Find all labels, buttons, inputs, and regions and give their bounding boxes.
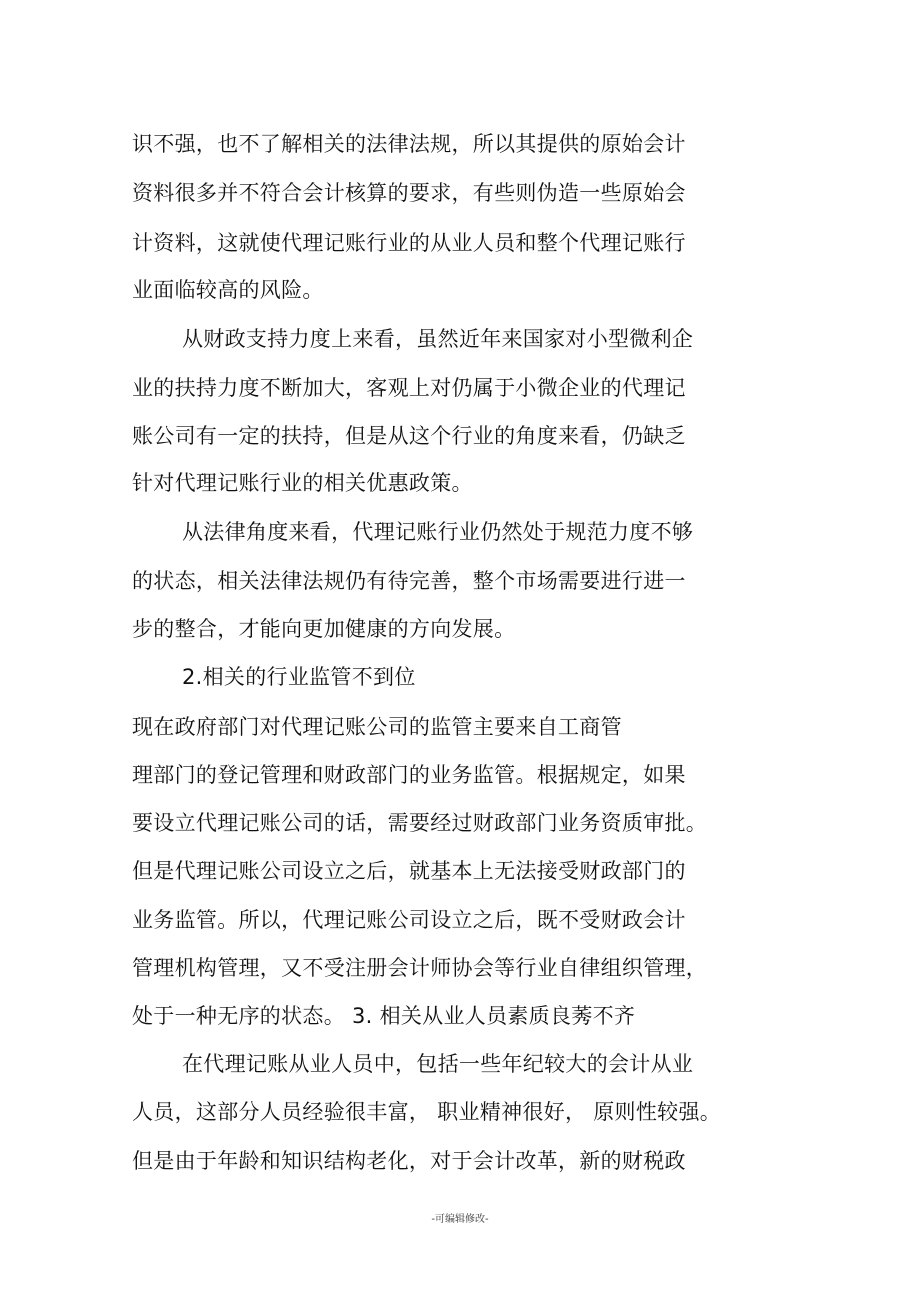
text-line: 步的整合，才能向更加健康的方向发展。 (132, 617, 516, 641)
text-line: 账公司有一定的扶持，但是从这个行业的角度来看，仍缺乏 (132, 424, 686, 448)
text-line: 理部门的登记管理和财政部门的业务监管。根据规定，如果 (132, 763, 686, 787)
text-line: 从法律角度来看，代理记账行业仍然处于规范力度不够 (182, 520, 694, 544)
section-heading: 2.相关的行业监管不到位 (182, 665, 416, 689)
text-line: 针对代理记账行业的相关优惠政策。 (132, 471, 473, 495)
text-line: 管理机构管理，又不受注册会计师协会等行业自律组织管理， (132, 956, 708, 980)
text-line: 但是代理记账公司设立之后，就基本上无法接受财政部门的 (132, 859, 686, 883)
text-line: 从财政支持力度上来看，虽然近年来国家对小型微利企 (182, 327, 694, 351)
text-line: 但是由于年龄和知识结构老化，对于会计改革，新的财税政 (132, 1149, 686, 1173)
text-line: 业务监管。所以，代理记账公司设立之后，既不受财政会计 (132, 908, 686, 932)
text-line: 的状态，相关法律法规仍有待完善，整个市场需要进行进一 (132, 569, 686, 593)
text-line: 业的扶持力度不断加大，客观上对仍属于小微企业的代理记 (132, 376, 686, 400)
page-footer: -可编辑修改- (431, 1214, 489, 1225)
text-line: 要设立代理记账公司的话，需要经过财政部门业务资质审批。 (132, 811, 708, 835)
text-line: 现在政府部门对代理记账公司的监管主要来自工商管 (132, 715, 622, 739)
text-line: 识不强，也不了解相关的法律法规，所以其提供的原始会计 (132, 132, 686, 156)
text-line: 业面临较高的风险。 (132, 278, 324, 302)
text-line: 计资料，这就使代理记账行业的从业人员和整个代理记账行 (132, 231, 686, 255)
text-line: 处于一种无序的状态。 3. 相关从业人员素质良莠不齐 (132, 1004, 636, 1028)
text-line: 资料很多并不符合会计核算的要求，有些则伪造一些原始会 (132, 181, 686, 205)
text-line: 人员，这部分人员经验很丰富， 职业精神很好， 原则性较强。 (132, 1100, 722, 1124)
text-line: 在代理记账从业人员中，包括一些年纪较大的会计从业 (182, 1052, 694, 1076)
